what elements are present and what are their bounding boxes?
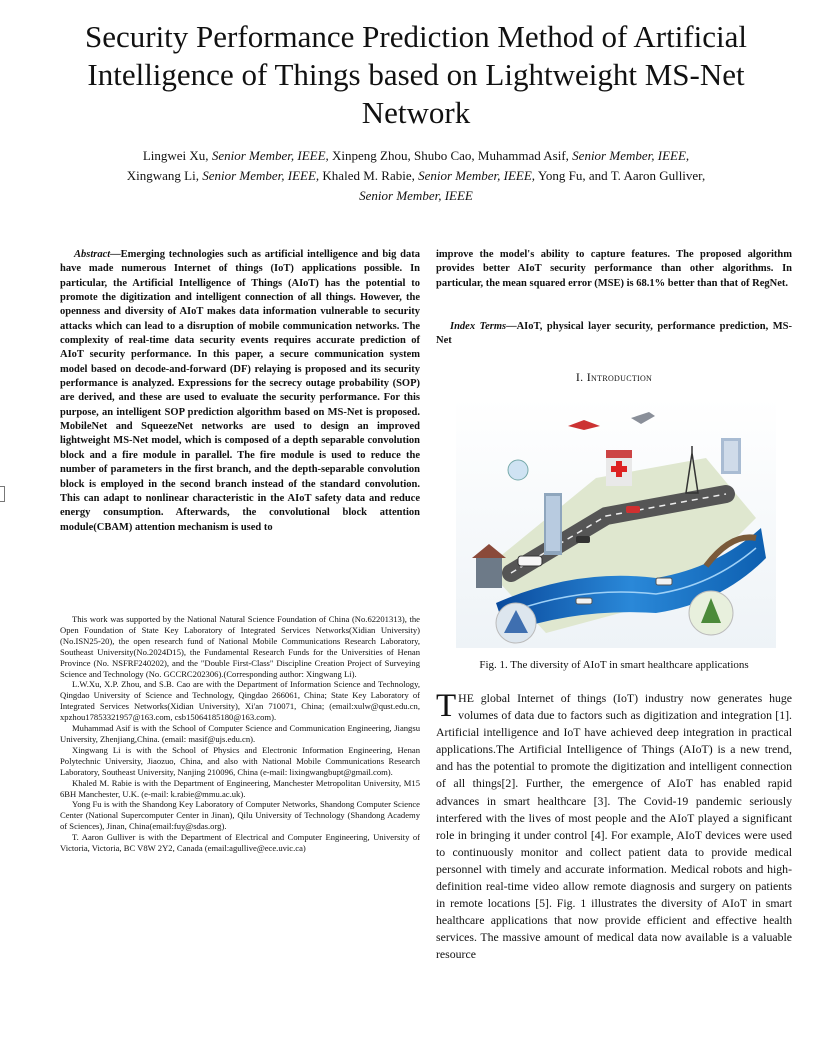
author-role: Senior Member, IEEE, [202, 168, 320, 183]
satellite-dish [508, 460, 528, 480]
index-terms-text: —AIoT, physical layer security, performance prediction, MS-Net [436, 321, 792, 347]
author-role: Senior Member, IEEE [359, 188, 473, 203]
author-role: Senior Member, IEEE, [418, 168, 536, 183]
footnote: Khaled M. Rabie is with the Department of Engineering, Manchester Metropolitan University, M15 6BH Manchester, U.K. (e-mail: k.rabie@mmu.ac.uk). [60, 777, 420, 799]
abstract-text: —Emerging technologies such as artificial intelligence and big data have made numerous Internet of things (IoT) applications possible. In particular, the Artificial Intelligence of Things (AIoT) has the potential to promote the digitization and intelligent connection of all things. However, the openness and diversity of AIoT makes data information vulnerable to security attacks which can lead to a disruption of mobile communication networks. The complexity of real-time data security events requires accurate prediction of AIoT security performance. In this paper, a secure communication system model based on decode-and-forward (DF) relaying is proposed and its security performance is analyzed. Expressions for the secrecy outage probability (SOP) are derived, and these are used to evaluate the security performance. For this purpose, an intelligent SOP prediction algorithm based on MS-Net is proposed. MobileNet and SqueezeNet networks are used to design an improved lightweight MS-Net model, which is composed of a depth separable convolution block and a fire module in parallel. The fire module is used to reduce the number of parameters in the first branch, and the depth-separable convolution block is employed in the second branch instead of the standard convolution. This can adapt to nonlinear characteristic in the AIoT safety data and reduce energy consumption. Afterwards, the convolutional block attention module(CBAM) attention mechanism is used to [60, 249, 420, 533]
introduction-paragraph [436, 690, 792, 964]
section-title: Introduction [586, 370, 653, 384]
house [476, 556, 502, 588]
author-name: Khaled M. Rabie, [322, 168, 415, 183]
abstract-continued: improve the model's ability to capture features. The proposed algorithm provides better AIoT security performance than other algorithms. In particular, the mean squared error (MSE) is 68.1% better than that of RegNet. [436, 249, 792, 289]
section-heading [436, 370, 792, 385]
author-name: Xingwang Li, [126, 168, 199, 183]
author-name: Lingwei Xu, [142, 148, 209, 163]
author-role: Senior Member, IEEE, [211, 148, 329, 163]
abstract [60, 248, 420, 535]
introduction-text: HE global Internet of things (IoT) industry now generates huge volumes of data due to factors such as digitization and integration [1]. Artificial intelligence and IoT have achieved deep integration in practical applications.The Artificial Intelligence of Things (AIoT) is a new trend, and has the potential to promote the digitization and intelligent connection of all things[2]. Further, the emergence of AIoT has enabled rapid advances in smart healthcare [3]. The Covid-19 pandemic seriously interfered with the lives of most people and the AIoT played a significant role in bringing it under control [4]. For example, AIoT devices were used to continuously monitor and collect patient data to provide medical personnel with timely and accurate information. Medical robots and high-definition real-time video allow remote diagnosis and surgery on patients in remote locations [5]. Fig. 1 illustrates the diversity of AIoT in smart healthcare applications that now provide efficient and effective health services. The massive amount of medical data now available is a valuable resource [436, 691, 792, 962]
section-number: I. [575, 370, 584, 384]
abstract-lead: Abstract [74, 249, 111, 260]
footnote: Yong Fu is with the Shandong Key Laboratory of Computer Networks, Shandong Computer Science Center (National Supercomputer Center in Jinan), Qilu University of Technology (Shandong Academy of Sciences), Jinan, China(email:fuy@sdas.org). [60, 799, 420, 832]
drop-cap: T [436, 688, 457, 724]
ambulance [518, 556, 542, 566]
footnote: L.W.Xu, X.P. Zhou, and S.B. Cao are with the Department of Information Science and Technology, Qingdao University of Science and Technology, Qingdao 266061, China; State Key Laboratory of Integrated Services Networks(Xidian University), Xi'an 710071, China; (email:xulw@qust.edu.cn, xpzhou17853321957@163.com, csb15064185180@163.com). [60, 679, 420, 723]
figure-smart-healthcare-illustration [456, 398, 776, 648]
index-terms-lead: Index Terms [450, 321, 507, 332]
author-name: Yong Fu, and T. Aaron Gulliver, [537, 168, 706, 183]
figure-caption: Fig. 1. The diversity of AIoT in smart healthcare applications [479, 659, 749, 671]
footnote: This work was supported by the National Natural Science Foundation of China (No.62201313), the Open Foundation of State Key Laboratory of Integrated Services Networks(Xidian University)(No.ISN25-20), the open research fund of National Mobile Communications Research Laboratory, Southeast University(No.2024D15), the Fundamental Research Funds for the Universities of Henan Province (No. NSFRF240202), and the "Double First-Class" Discipline Creation Project of Surveying Science and Technology (No. GCCRC202306).(Corresponding author: Xingwang Li). [60, 614, 420, 679]
footnotes [60, 614, 420, 854]
car [626, 506, 640, 513]
footnote: Muhammad Asif is with the School of Computer Science and Communication Engineering, Jiangsu University, Zhenjiang,China. (email: masif@ujs.edu.cn). [60, 723, 420, 744]
footnote: Xingwang Li is with the School of Physics and Electronic Information Engineering, Henan Polytechnic University, Jiaozuo, China, and also with National Mobile Communications Research Laboratory, Southeast University, Nanjing 210096, China (e-mail: lixingwangbupt@gmail.com). [60, 744, 420, 777]
boat [656, 578, 672, 585]
page-edge-marker [0, 486, 5, 502]
paper-title: Security Performance Prediction Method of Artificial Intelligence of Things based on Lightweight MS-Net Network [84, 19, 747, 130]
author-name: Xinpeng Zhou, Shubo Cao, Muhammad Asif, [332, 148, 569, 163]
author-role: Senior Member, IEEE, [572, 148, 690, 163]
footnote: T. Aaron Gulliver is with the Department of Electrical and Computer Engineering, University of Victoria, Victoria, BC V8W 2Y2, Canada (email:agullive@ece.uvic.ca) [60, 832, 420, 854]
author-list [40, 146, 792, 206]
index-terms [436, 320, 792, 349]
